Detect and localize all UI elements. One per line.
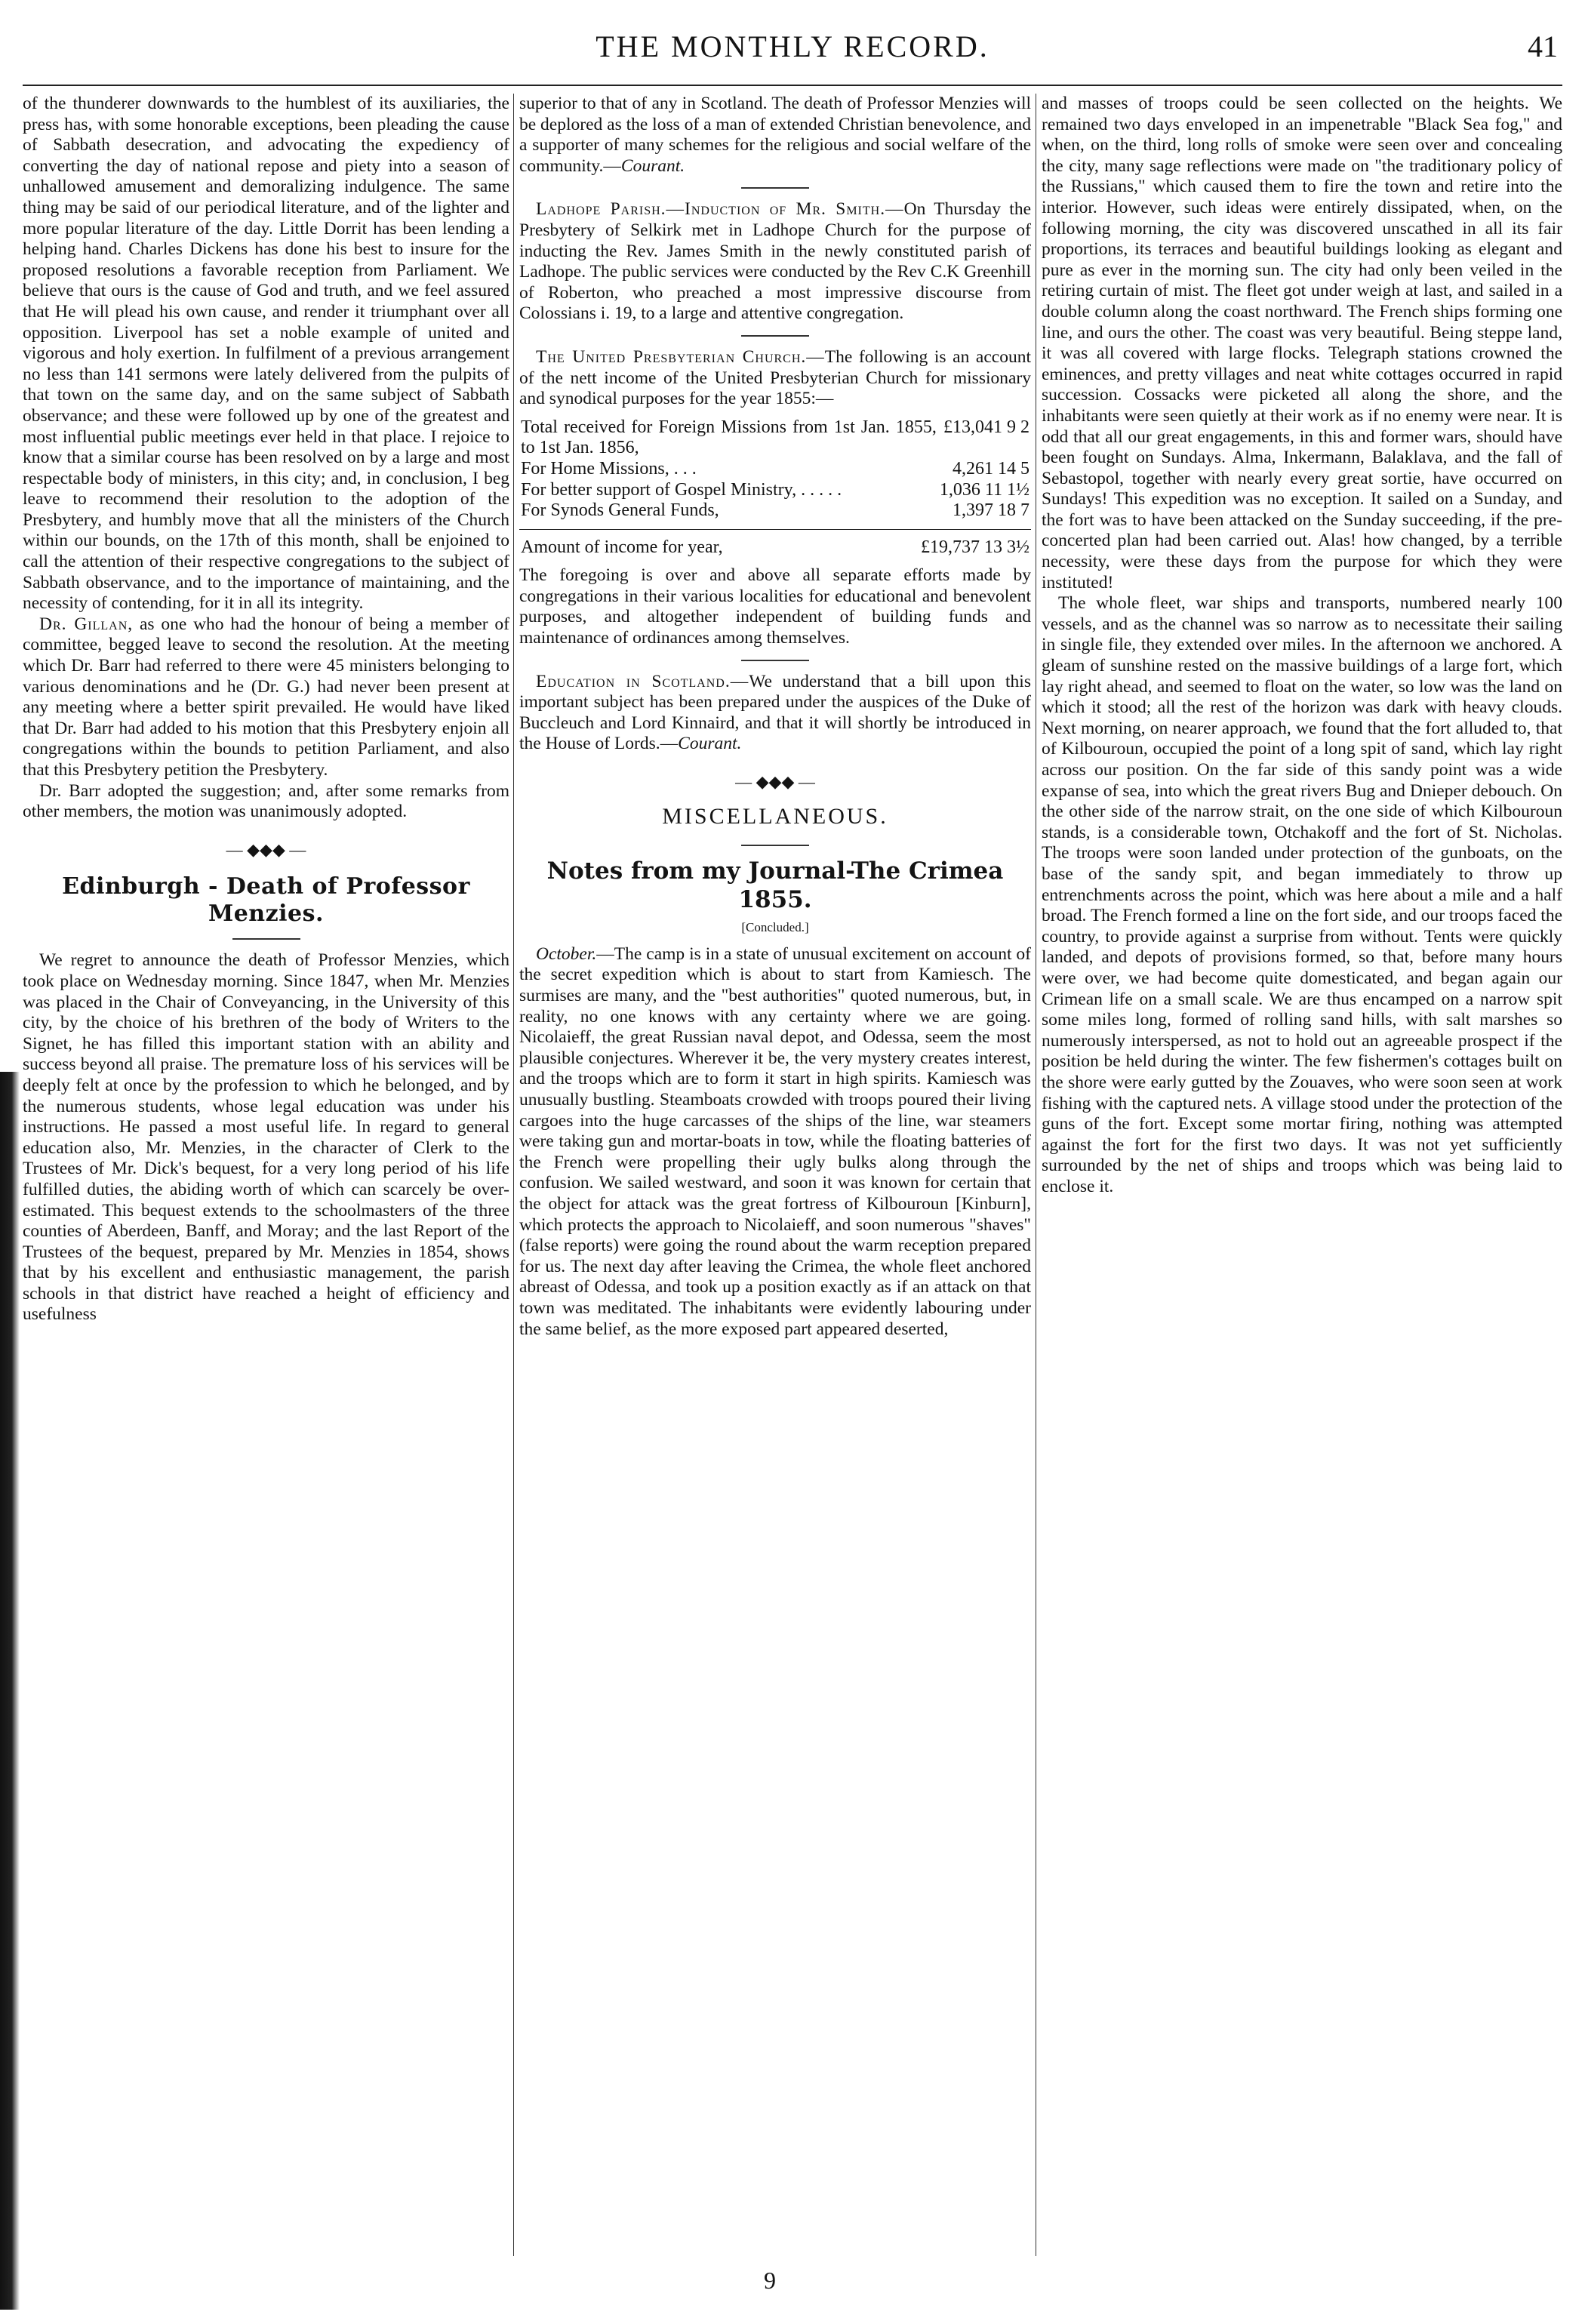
table-row [519, 480, 1031, 501]
short-rule [741, 845, 809, 846]
short-rule [741, 335, 809, 337]
section-ornament: — ◆◆◆ — [226, 839, 306, 859]
column-1 [23, 94, 509, 2256]
ladhope-text: On Thursday the Presbytery of Selkirk met in Ladhope Church for the purpose of inducting the Rev. James Smith in the newly constituted parish of Ladhope. The public services were conducted by the Rev C.K Greenhill of Roberton, who preached a most impressive discourse from Colossians i. 19, to a large and attentive congregation. [519, 199, 1031, 324]
total-rule [519, 529, 1031, 530]
source-credit: Courant. [620, 155, 685, 176]
october-text: —The camp is in a state of unusual excitement on account of the secret expedition which is about to start from Kamiesch. The surmises are many, and the "best authorities" quoted numerous, but, in reality, no one knows with any certainty where we are going. Nicolaieff, the great Russian naval depot, and Odessa, seem the most plausible conjectures. Wherever it be, the very mystery creates interest, and the troops which are to form it start in high spirits. Kamiesch was unusually bustling. Steamboats crowded with troops poured their living cargoes into the huge carcasses of the ships of the line, war steamers were taking gun and mortar-boats in tow, while the floating batteries of the French were propelling their ugly bulks along through the confusion. We sailed westward, and soon it was known for certain that the object for attack was the great fortress of Kilbouroun [Kinburn], which protects the approach to Nicolaieff, and soon numerous "shaves" (false reports) were going the round about the warm reception prepared for us. The next day after leaving the Crimea, the whole fleet anchored abreast of Odessa, and took up a position exactly as if an attack on that town was meditated. The inhabitants were evidently labouring under the same belief, as the more exposed part appeared deserted, [519, 943, 1031, 1339]
column-3 [1042, 94, 1562, 2256]
income-total [519, 537, 1031, 559]
menzies-continued [519, 94, 1031, 177]
education-title: Education in Scotland.— [536, 671, 749, 691]
short-rule [741, 660, 809, 661]
month-label: October. [536, 943, 597, 964]
sabbath-article-text: of the thunderer downwards to the humblest of its auxiliaries, the press has, with some honorable exceptions, been pleading the cause of Sabbath desecration, and advocating the expediency of converting the day of national repose and piety into a season of unhallowed amusement and demoralizing indulgence. The same thing may be said of our periodical literature, and of the lighter and more popular literature of the day. Little Dorrit has been lending a helping hand. Charles Dickens has done his best to insure for the proposed resolutions a favorable reception from Parliament. We believe that ours is the cause of God and truth, and we feel assured that He will plead his own cause, and render it triumphant over all opposition. Liverpool has set a noble example of united and vigorous and holy exertion. In fulfilment of a previous arrangement no less than 141 sermons were lately delivered from the pulpits of that town on the same day, and on the same subject of Sabbath observance; and these were followed up by one of the greatest and most influential public meetings ever held in that place. I rejoice to know that a similar course has been resolved on by a large and most respectable body of ministers, in this city; and, in conclusion, I beg leave to recommend their resolution to the adoption of the Presbytery, and humbly move that all the ministers of the Church within our bounds, on the 17th of this month, shall be enjoined to call the attention of their respective congregations to the subject of Sabbath observance, and to the importance of maintaining, and the necessity of contending, for it in all its integrity. [23, 94, 509, 614]
menzies-heading: Edinburgh - Death of Professor Menzies. [62, 873, 470, 928]
gillan-paragraph [23, 614, 509, 781]
short-rule [232, 938, 300, 940]
running-title: THE MONTHLY RECORD. [596, 29, 989, 63]
page-header [23, 29, 1562, 74]
table-cell-amount: 1,036 11 1½ [939, 479, 1029, 500]
column-divider [513, 94, 514, 2256]
ladhope-title: Ladhope Parish.—Induction of Mr. Smith.— [536, 199, 904, 220]
table-cell-label: For Synods General Funds, [521, 500, 719, 521]
table-cell-label: Total received for Foreign Missions from 1st Jan. 1855, to 1st Jan. 1856, [521, 417, 937, 458]
barr-paragraph: Dr. Barr adopted the suggestion; and, after some remarks from other members, the motion was unanimously adopted. [23, 780, 509, 822]
table-cell-amount: 4,261 14 5 [953, 458, 1029, 479]
upc-title: The United Presbyterian Church.— [536, 346, 825, 367]
signature-mark: 9 [764, 2267, 776, 2294]
miscellaneous-heading: MISCELLANEOUS. [662, 803, 888, 829]
ladhope-paragraph [519, 199, 1031, 325]
column-2 [519, 94, 1031, 2256]
page-number: 41 [1528, 29, 1558, 63]
education-text: We understand that a bill upon this important subject has been prepared under the auspices of the Duke of Buccleuch and Lord Kinnaird, and that it will shortly be introduced in the House of Lords.— [519, 671, 1031, 754]
upc-paragraph [519, 347, 1031, 410]
october-paragraph [519, 944, 1031, 1340]
table-row [519, 537, 1031, 559]
journal-heading: Notes from my Journal-The Crimea 1855. [546, 857, 1004, 914]
speaker-name: Dr. Gillan, [39, 614, 134, 634]
fleet-paragraph: The whole fleet, war ships and transports, numbered nearly 100 vessels, and as the channel was so narrow as to necessitate their sailing in single file, they extended over miles. In the afternoon we anchored. A gleam of sunshine rested on the massive buildings of a large fort, which lay right ahead, and seemed to float on the water, so low was the land on which it stood; all the rest of the horizon was dark with heavy clouds. Next morning, on nearer approach, we found that the fort alluded to, that of Kilbouroun, occupied the point of a long spit of sand, which lay right across our position. On the far side of this sandy point was a wide expanse of sea, into which the great rivers Bug and Dnieper debouch. On the other side of the narrow strait, on the one side of which Kilbouroun stands, is a considerable town, Otchakoff and the fort of St. Nicholas. The troops were soon landed under protection of the gunboats, on the base of the sandy spit, and began immediately to throw up entrenchments across the point, which was here about a mile and a half broad. The French formed a line on the fort side, and our troops faced the country, to provide against a surprise from without. Tents were quickly landed, and depots of provisions formed, so that, before many hours were over, we had become quite domesticated, and began again our Crimean life on a small scale. We are thus encamped on a narrow spit some miles long, formed of rolling sand hills, with salt marshes so numerously interspersed, as not to hold out an agreeable prospect if the position be held during the winter. The few fishermen's cottages built on the shore were early gutted by the Zouaves, who were soon seen at work fishing with the captured nets. A village stood under the protection of the guns of the fort. Except some mortar firing, nothing was attempted against the fort for the first two days. It was not yet sufficiently surrounded by the net of ships and troops which was being laid to enclose it. [1042, 593, 1562, 1196]
menzies-continued-text: superior to that of any in Scotland. The death of Professor Menzies will be deplored as the loss of a man of extended Christian benevolence, and a supporter of many schemes for the religious and social welfare of the community.— [519, 94, 1031, 176]
table-cell-amount: £13,041 9 2 [943, 417, 1029, 437]
education-paragraph [519, 672, 1031, 755]
binding-shadow [0, 1072, 20, 2310]
table-row [519, 500, 1031, 522]
short-rule [741, 187, 809, 189]
total-label: Amount of income for year, [521, 537, 723, 557]
table-row [519, 417, 1031, 459]
source-credit: Courant. [678, 734, 742, 754]
income-table [519, 417, 1031, 522]
upc-text: The following is an account of the nett income of the United Presbyterian Church for missionary and synodical purposes for the year 1855:— [519, 346, 1031, 409]
table-row [519, 459, 1031, 480]
table-cell-label: For better support of Gospel Ministry, . . . . . [521, 479, 842, 500]
header-rule [23, 85, 1562, 86]
section-ornament: — ◆◆◆ — [735, 772, 815, 792]
concluded-note: [Concluded.] [741, 920, 809, 935]
table-cell-amount: 1,397 18 7 [953, 500, 1029, 521]
menzies-text: We regret to announce the death of Professor Menzies, which took place on Wednesday morning. Since 1847, when Mr. Menzies was placed in the Chair of Conveyancing, in the University of this city, by the choice of his brethren of the body of Writers to the Signet, he has filled this important station with an ability and success beyond all praise. The premature loss of his services will be deeply felt at once by the profession to which he belonged, and by the numerous students, whose legal education was under his instructions. He passed a most useful life. In regard to general education also, Mr. Menzies, in the character of Clerk to the Trustees of Mr. Dick's bequest, for a very long period of his life fulfilled duties, the abiding worth of which can scarcely be over-estimated. This bequest extends to the schoolmasters of the three counties of Aberdeen, Banff, and Moray; and the last Report of the Trustees of the bequest, prepared by Mr. Menzies in 1854, shows that by his excellent and enthusiastic management, the parish schools in that district have reached a height of efficiency and usefulness [23, 950, 509, 1325]
table-cell-label: For Home Missions, . . . [521, 458, 697, 479]
gillan-text: as one who had the honour of being a member of committee, begged leave to second the resolution. At the meeting which Dr. Barr had referred to there were 45 ministers belonging to various denominations and he (Dr. G.) had never been present at any meeting where a better spirit prevailed. He would have liked that Dr. Barr had added to his motion that this Presbytery enjoin all congregations within the bounds to petition Parliament, and also that this Presbytery petition the Presbytery. [23, 614, 509, 780]
total-amount: £19,737 13 3½ [921, 537, 1029, 557]
journal-continued-text: and masses of troops could be seen collected on the heights. We remained two days enveloped in an impenetrable "Black Sea fog," and when, on the third, long rolls of smoke were seen over and concealing the city, many sage reflections were made on "the traditionary policy of the Russians," which caused them to fire the town and retire into the interior. However, such ideas were entirely dissipated, when, on the following morning, the city was discovered unscathed in all its fair proportions, its terraces and beautiful buildings looking as elegant and pure as ever in the morning sun. The city had only been veiled in the retiring curtain of mist. The fleet got under weigh at last, and sailed in a double column along the coast northward. The French ships forming one line, and ours the other. The coast was very beautiful. Being steppe land, it was all covered with large flocks. Telegraph stations crowned the eminences, and pretty villages and neat white cottages occurred in rapid succession. Cossacks were picketed all along the shore, and the inhabitants were seen quietly at their work as if no enemy were near. It is odd that all our great engagements, in this and former wars, should have been fought on Sundays. Alma, Inkermann, Balaklava, and the fall of Sebastopol, together with nearly every great sortie, have occurred on Sundays! This expedition was no exception. It sailed on a Sunday, and the fort was to have been attacked on the Sunday succeeding, if the pre-concerted plan had been carried out. Alas! how changed, by a terrible necessity, were these days from the purpose for which they were instituted! [1042, 94, 1562, 593]
upc-after-text: The foregoing is over and above all separate efforts made by congregations in their various localities for educational and benevolent purposes, and altogether independent of building funds and maintenance of ordinances among themselves. [519, 565, 1031, 648]
